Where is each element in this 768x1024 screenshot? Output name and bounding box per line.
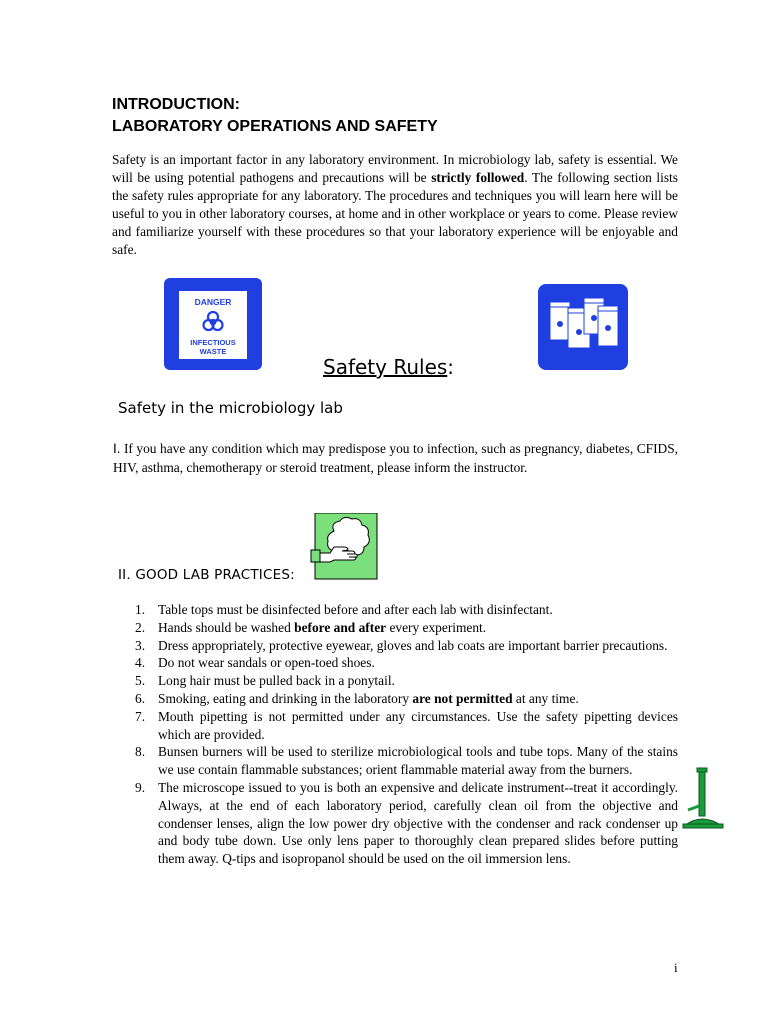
list-item <box>126 743 678 779</box>
rule-number: 5. <box>135 673 146 689</box>
list-item <box>126 637 678 655</box>
rule-text: Smoking, eating and drinking in the laboratory <box>158 690 413 706</box>
safety-rules-colon: : <box>447 355 455 379</box>
list-item <box>126 690 678 708</box>
rule-text: every experiment. <box>386 619 487 635</box>
safety-subheading: Safety in the microbiology lab <box>118 399 343 417</box>
list-item <box>126 672 678 690</box>
rule-text: Do not wear sandals or open-toed shoes. <box>158 655 375 671</box>
rule-number: 4. <box>135 655 146 671</box>
page-heading <box>112 94 438 138</box>
list-item <box>126 654 678 672</box>
list-item <box>126 619 678 637</box>
rule-text: Mouth pipetting is not permitted under any circumstances. Use the safety pipetting devices which are provided. <box>158 708 678 742</box>
rule-number: 1. <box>135 602 146 617</box>
rule-bold: are not permitted <box>412 690 513 706</box>
list-item <box>126 601 678 619</box>
rule-text: Table tops must be disinfected before and after each lab with disinfectant. <box>158 602 553 617</box>
rule-number: 9. <box>135 779 146 795</box>
hazardous-waste-containers-icon <box>538 284 628 370</box>
intro-text-2: . The following section lists the safety rules appropriate for any laboratory. The procedures and techniques you will learn here will be useful to you in other laboratory courses, at home and in other workplace or years to come. Please review and familiarize yourself with these procedures so that your laboratory experience will be enjoyable and safe. <box>112 170 678 257</box>
safety-rules-title-text: Safety Rules <box>323 355 448 379</box>
heading-line2: LABORATORY OPERATIONS AND SAFETY <box>112 118 438 135</box>
list-item <box>126 779 678 868</box>
safety-rules-title <box>323 354 454 380</box>
rule-bold: before and after <box>294 619 387 635</box>
rule-number: 7. <box>135 708 146 724</box>
page-number: i <box>674 960 678 975</box>
section1-text: If you have any condition which may predispose you to infection, such as pregnancy, diabetes, CFIDS, HIV, asthma, chemotherapy or steroid treatment, please inform the instructor. <box>113 441 678 475</box>
rule-number: 3. <box>135 637 146 653</box>
heading-line1: INTRODUCTION: <box>112 96 240 113</box>
rule-text: Dress appropriately, protective eyewear, gloves and lab coats are important barrier precautions. <box>158 637 668 653</box>
danger-sign-line2: INFECTIOUS <box>190 338 236 347</box>
rule-number: 8. <box>135 744 146 760</box>
good-lab-practices-heading: II. GOOD LAB PRACTICES: <box>118 567 295 583</box>
danger-sign-line3: WASTE <box>199 347 227 356</box>
rule-text: Bunsen burners will be used to sterilize microbiological tools and tube tops. Many of the stains we use contain flammable substances; orient flammable material away from the burners. <box>158 744 678 778</box>
rule-text: at any time. <box>512 690 579 706</box>
rule-text: Hands should be washed <box>158 619 295 635</box>
intro-bold: strictly followed <box>431 170 525 185</box>
bunsen-burner-icon <box>680 766 726 832</box>
rule-number: 6. <box>135 690 146 706</box>
biohazard-danger-sign-icon <box>164 278 262 370</box>
rules-list <box>126 601 678 868</box>
hand-washing-icon <box>310 513 378 581</box>
danger-sign-line1: DANGER <box>194 297 232 307</box>
section1-numeral: I. <box>113 441 121 456</box>
rule-text: Long hair must be pulled back in a ponytail. <box>158 673 395 689</box>
list-item <box>126 708 678 744</box>
intro-text-1: Safety is an important factor in any laboratory environment. In microbiology lab, safety is essential. We will be using potential pathogens and precautions will be <box>112 152 678 185</box>
rule-number: 2. <box>135 619 146 635</box>
rule-text: The microscope issued to you is both an expensive and delicate instrument--treat it accordingly. Always, at the end of each laboratory period, carefully clean oil from the objective and condenser lenses, align the low power dry objective with the condenser and rack condenser up and body tube down. Use only lens paper to thoroughly clean prepared slides before putting them away. Q-tips and isopropanol should be used on the oil immersion lens. <box>158 779 678 867</box>
intro-paragraph <box>112 151 678 259</box>
section1-paragraph <box>113 439 678 477</box>
